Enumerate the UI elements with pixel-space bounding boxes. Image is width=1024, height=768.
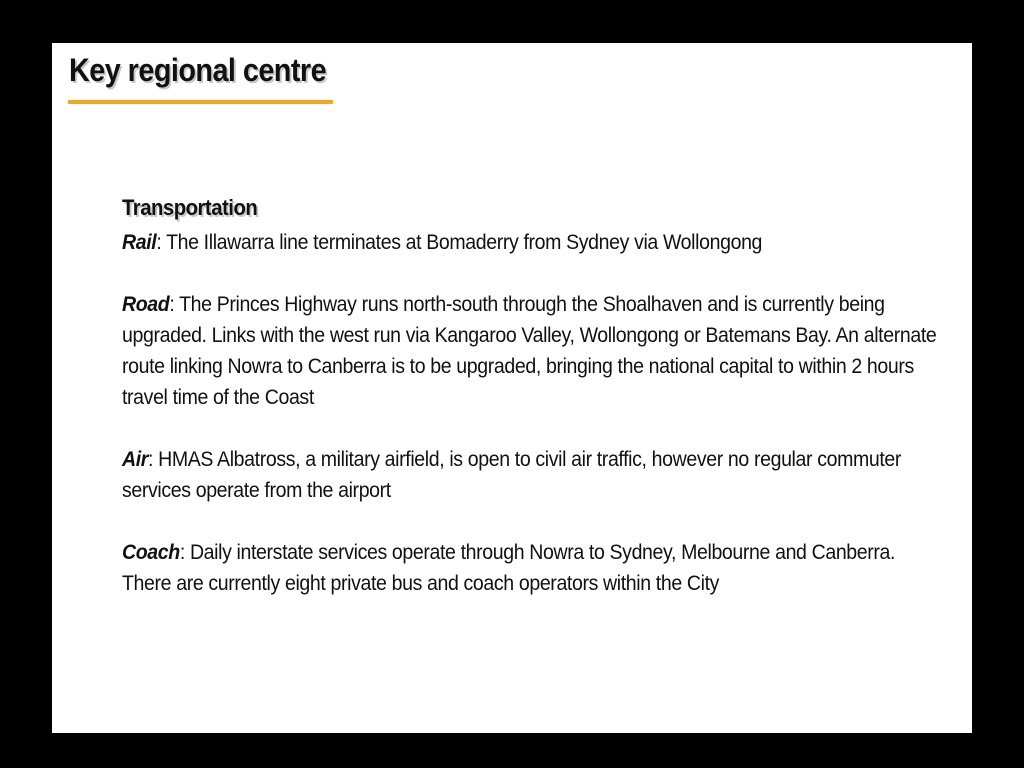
road-term: Road xyxy=(122,293,170,316)
slide-content xyxy=(122,195,942,630)
road-paragraph xyxy=(122,289,940,413)
coach-paragraph xyxy=(122,537,940,599)
slide xyxy=(52,43,972,733)
coach-term: Coach xyxy=(122,541,180,564)
rail-term: Rail xyxy=(122,231,157,254)
rail-paragraph xyxy=(122,227,940,258)
rail-text: : The Illawarra line terminates at Bomaderry from Sydney via Wollongong xyxy=(156,231,763,254)
air-paragraph xyxy=(122,444,940,506)
road-text: : The Princes Highway runs north-south through the Shoalhaven and is currently being upgraded. Links with the west run via Kangaroo Valley, Wollongong or Batemans Bay. An alternate route linking Nowra to Canberra is to be upgraded, bringing the national capital to within 2 hours travel time of the Coast xyxy=(122,293,937,409)
slide-title: Key regional centre xyxy=(69,52,327,88)
section-heading: Transportation xyxy=(122,195,258,220)
air-term: Air xyxy=(122,448,149,471)
air-text: : HMAS Albatross, a military airfield, is open to civil air traffic, however no regular commuter services operate from the airport xyxy=(122,448,902,502)
title-underline xyxy=(68,100,333,104)
coach-text: : Daily interstate services operate through Nowra to Sydney, Melbourne and Canberra. There are currently eight private bus and coach operators within the City xyxy=(122,541,896,595)
